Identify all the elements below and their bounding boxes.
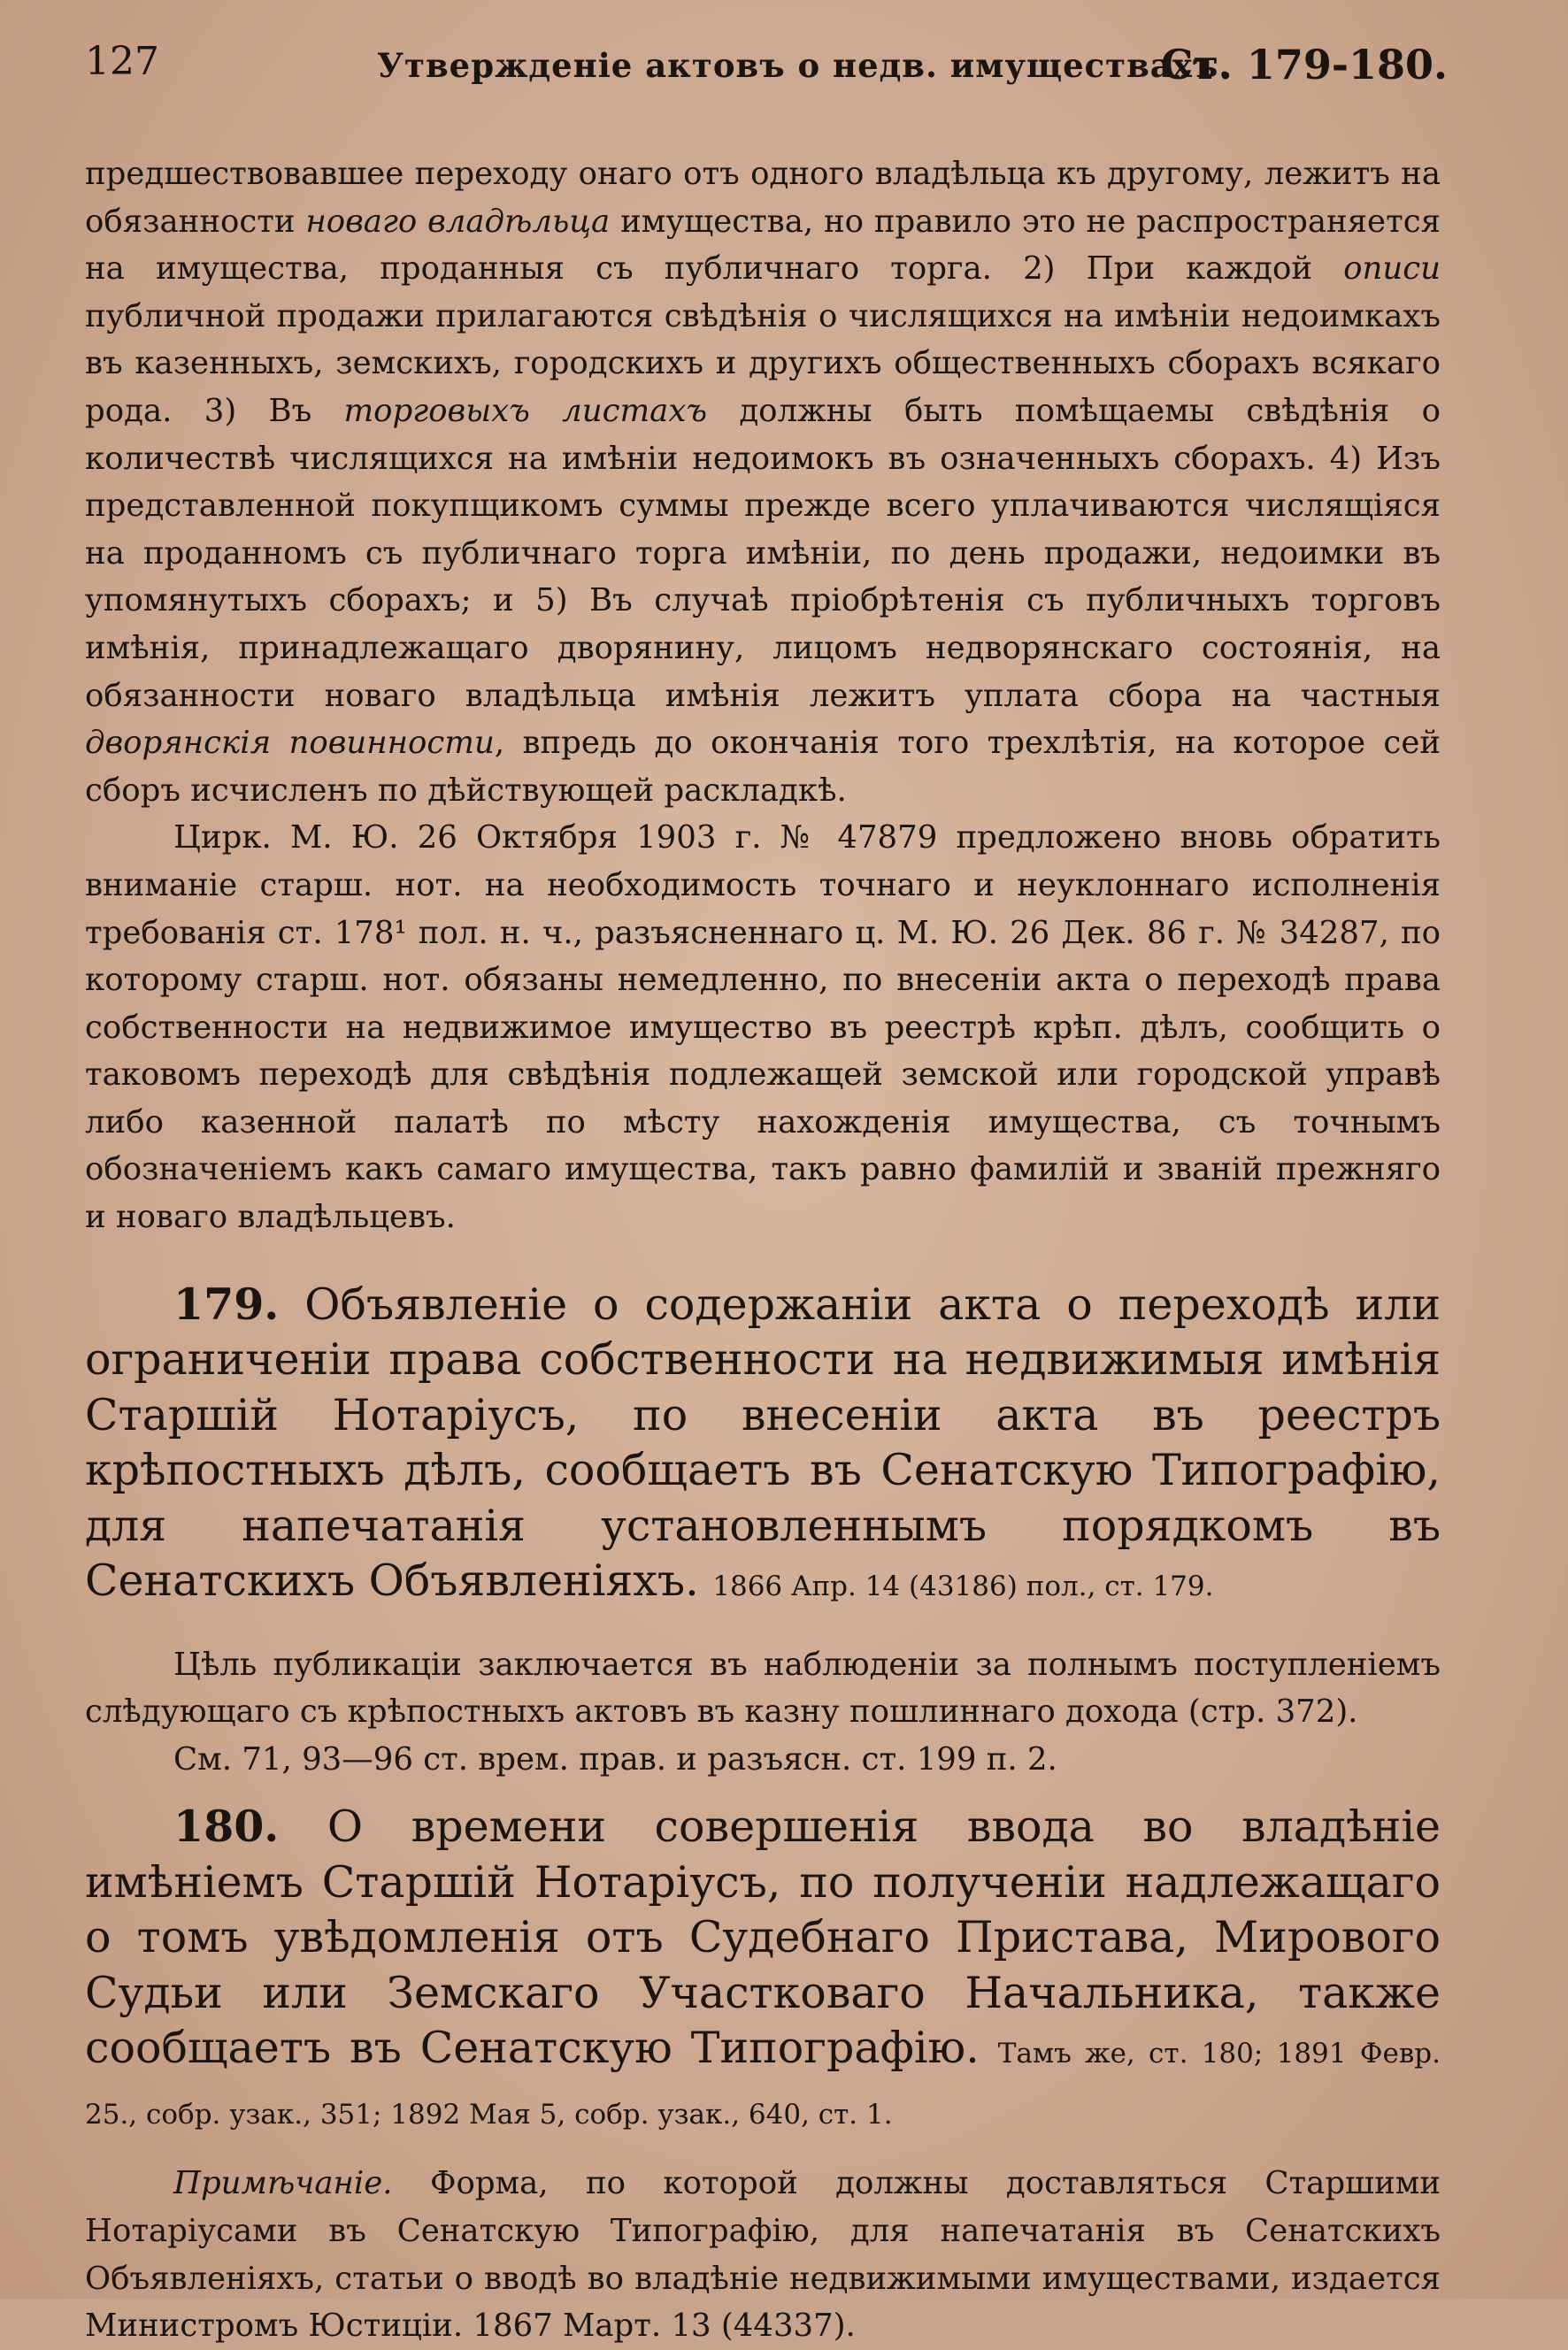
article-source: Тамъ же, ст. 180; 1891 Февр. 25., собр. узак., 351; 1892 Мая 5, собр. узак., 640, ст. 1. <box>85 2038 1441 2131</box>
commentary-paragraph: Цѣль публикаціи заключается въ наблюденіи за полнымъ поступленіемъ слѣдующаго съ крѣпостныхъ актовъ въ казну пошлиннаго дохода (стр. 372). <box>85 1646 1441 1731</box>
article-179 <box>85 1277 1441 1615</box>
italic-run: новаго владѣльца <box>305 203 611 240</box>
text-run: публичной продажи прилагаются свѣдѣнія о числящихся на имѣніи недоимкахъ въ казенныхъ, земскихъ, городскихъ и другихъ общественныхъ сборахъ всякаго рода. 3) Въ <box>85 297 1441 429</box>
italic-run: дворянскія повинности <box>85 725 495 762</box>
article-text: Объявленіе о содержаніи акта о переходѣ или ограниченіи права собственности на недвижимыя имѣнія Старшій Нотаріусъ, по внесеніи акта въ реестръ крѣпостныхъ дѣлъ, сообщаетъ въ Сенатскую Типографію, для напечатанія установленнымъ порядкомъ въ Сенатскихъ Объявленіяхъ. <box>85 1279 1441 1607</box>
italic-run: описи <box>1343 250 1441 288</box>
text-run: должны быть помѣщаемы свѣдѣнія о количествѣ числящихся на имѣніи недоимокъ въ означенныхъ сборахъ. 4) Изъ представленной покупщикомъ суммы прежде всего уплачиваются числящіяся на проданномъ съ публичнаго торга имѣніи, по день продажи, недоимки въ упомянутыхъ сборахъ; и 5) Въ случаѣ пріобрѣтенія съ публичныхъ торговъ имѣнія, принадлежащаго дворянину, лицомъ недворянскаго состоянія, на обязанности новаго владѣльца имѣнія лежитъ уплата сбора на частныя <box>85 392 1441 714</box>
text-run: имущества, но правило это не распространяется на имущества, проданныя съ публичнаго торга. 2) При каждой <box>85 203 1441 288</box>
article-range: Ст. 179-180. <box>1160 41 1448 88</box>
article-source: 1866 Апр. 14 (43186) пол., ст. 179. <box>712 1571 1214 1603</box>
article-180 <box>85 1799 1441 2142</box>
text-run: предшествовавшее переходу онаго отъ одного владѣльца къ другому, лежитъ на обязанности <box>85 156 1441 240</box>
circular-paragraph: Цирк. М. Ю. 26 Октября 1903 г. № 47879 предложено вновь обратить вниманіе старш. нот. на необходимость точнаго и неуклоннаго исполненія требованія ст. 178¹ пол. н. ч., разъясненнаго ц. М. Ю. 26 Дек. 86 г. № 34287, по которому старш. нот. обязаны немедленно, по внесеніи акта о переходѣ права собственности на недвижимое имущество въ реестрѣ крѣп. дѣлъ, сообщить о таковомъ переходѣ для свѣдѣнія подлежащей земской или городской управѣ либо казенной палатѣ по мѣсту нахожденія имущества, съ точнымъ обозначеніемъ какъ самаго имущества, такъ равно фамилій и званій прежняго и новаго владѣльцевъ. <box>85 819 1441 1236</box>
note-paragraph <box>85 2160 1441 2349</box>
note-text: Форма, по которой должны доставляться Старшими Нотаріусами въ Сенатскую Типографію, для напечатанія въ Сенатскихъ Объявленіяхъ, статьи о вводѣ во владѣніе недвижимыми имуществами, издается Министромъ Юстиціи. 1867 Март. 13 (44337). <box>85 2165 1441 2345</box>
article-text: О времени совершенія ввода во владѣніе имѣніемъ Старшій Нотаріусъ, по полученіи надлежащаго о томъ увѣдомленія отъ Судебнаго Пристава, Мирового Судьи или Земскаго Участковаго Начальника, также сообщаетъ въ Сенатскую Типографію. <box>85 1801 1441 2074</box>
running-title: Утвержденіе актовъ о недв. имуществахъ. <box>377 46 1232 85</box>
italic-run: торговыхъ листахъ <box>343 392 707 429</box>
page-number: 127 <box>85 39 159 84</box>
page-header <box>85 35 1448 97</box>
note-label: Примѣчаніе. <box>173 2165 393 2202</box>
article-number: 179. <box>173 1278 280 1330</box>
article-number: 180. <box>173 1801 280 1853</box>
paragraph-continued <box>85 150 1441 814</box>
text-run: , впредь до окончанія того трехлѣтія, на которое сей сборъ исчисленъ по дѣйствующей раскладкѣ. <box>85 725 1441 809</box>
page-body <box>85 150 1441 2350</box>
cross-reference: См. 71, 93—96 ст. врем. прав. и разъясн. ст. 199 п. 2. <box>173 1740 1057 1778</box>
